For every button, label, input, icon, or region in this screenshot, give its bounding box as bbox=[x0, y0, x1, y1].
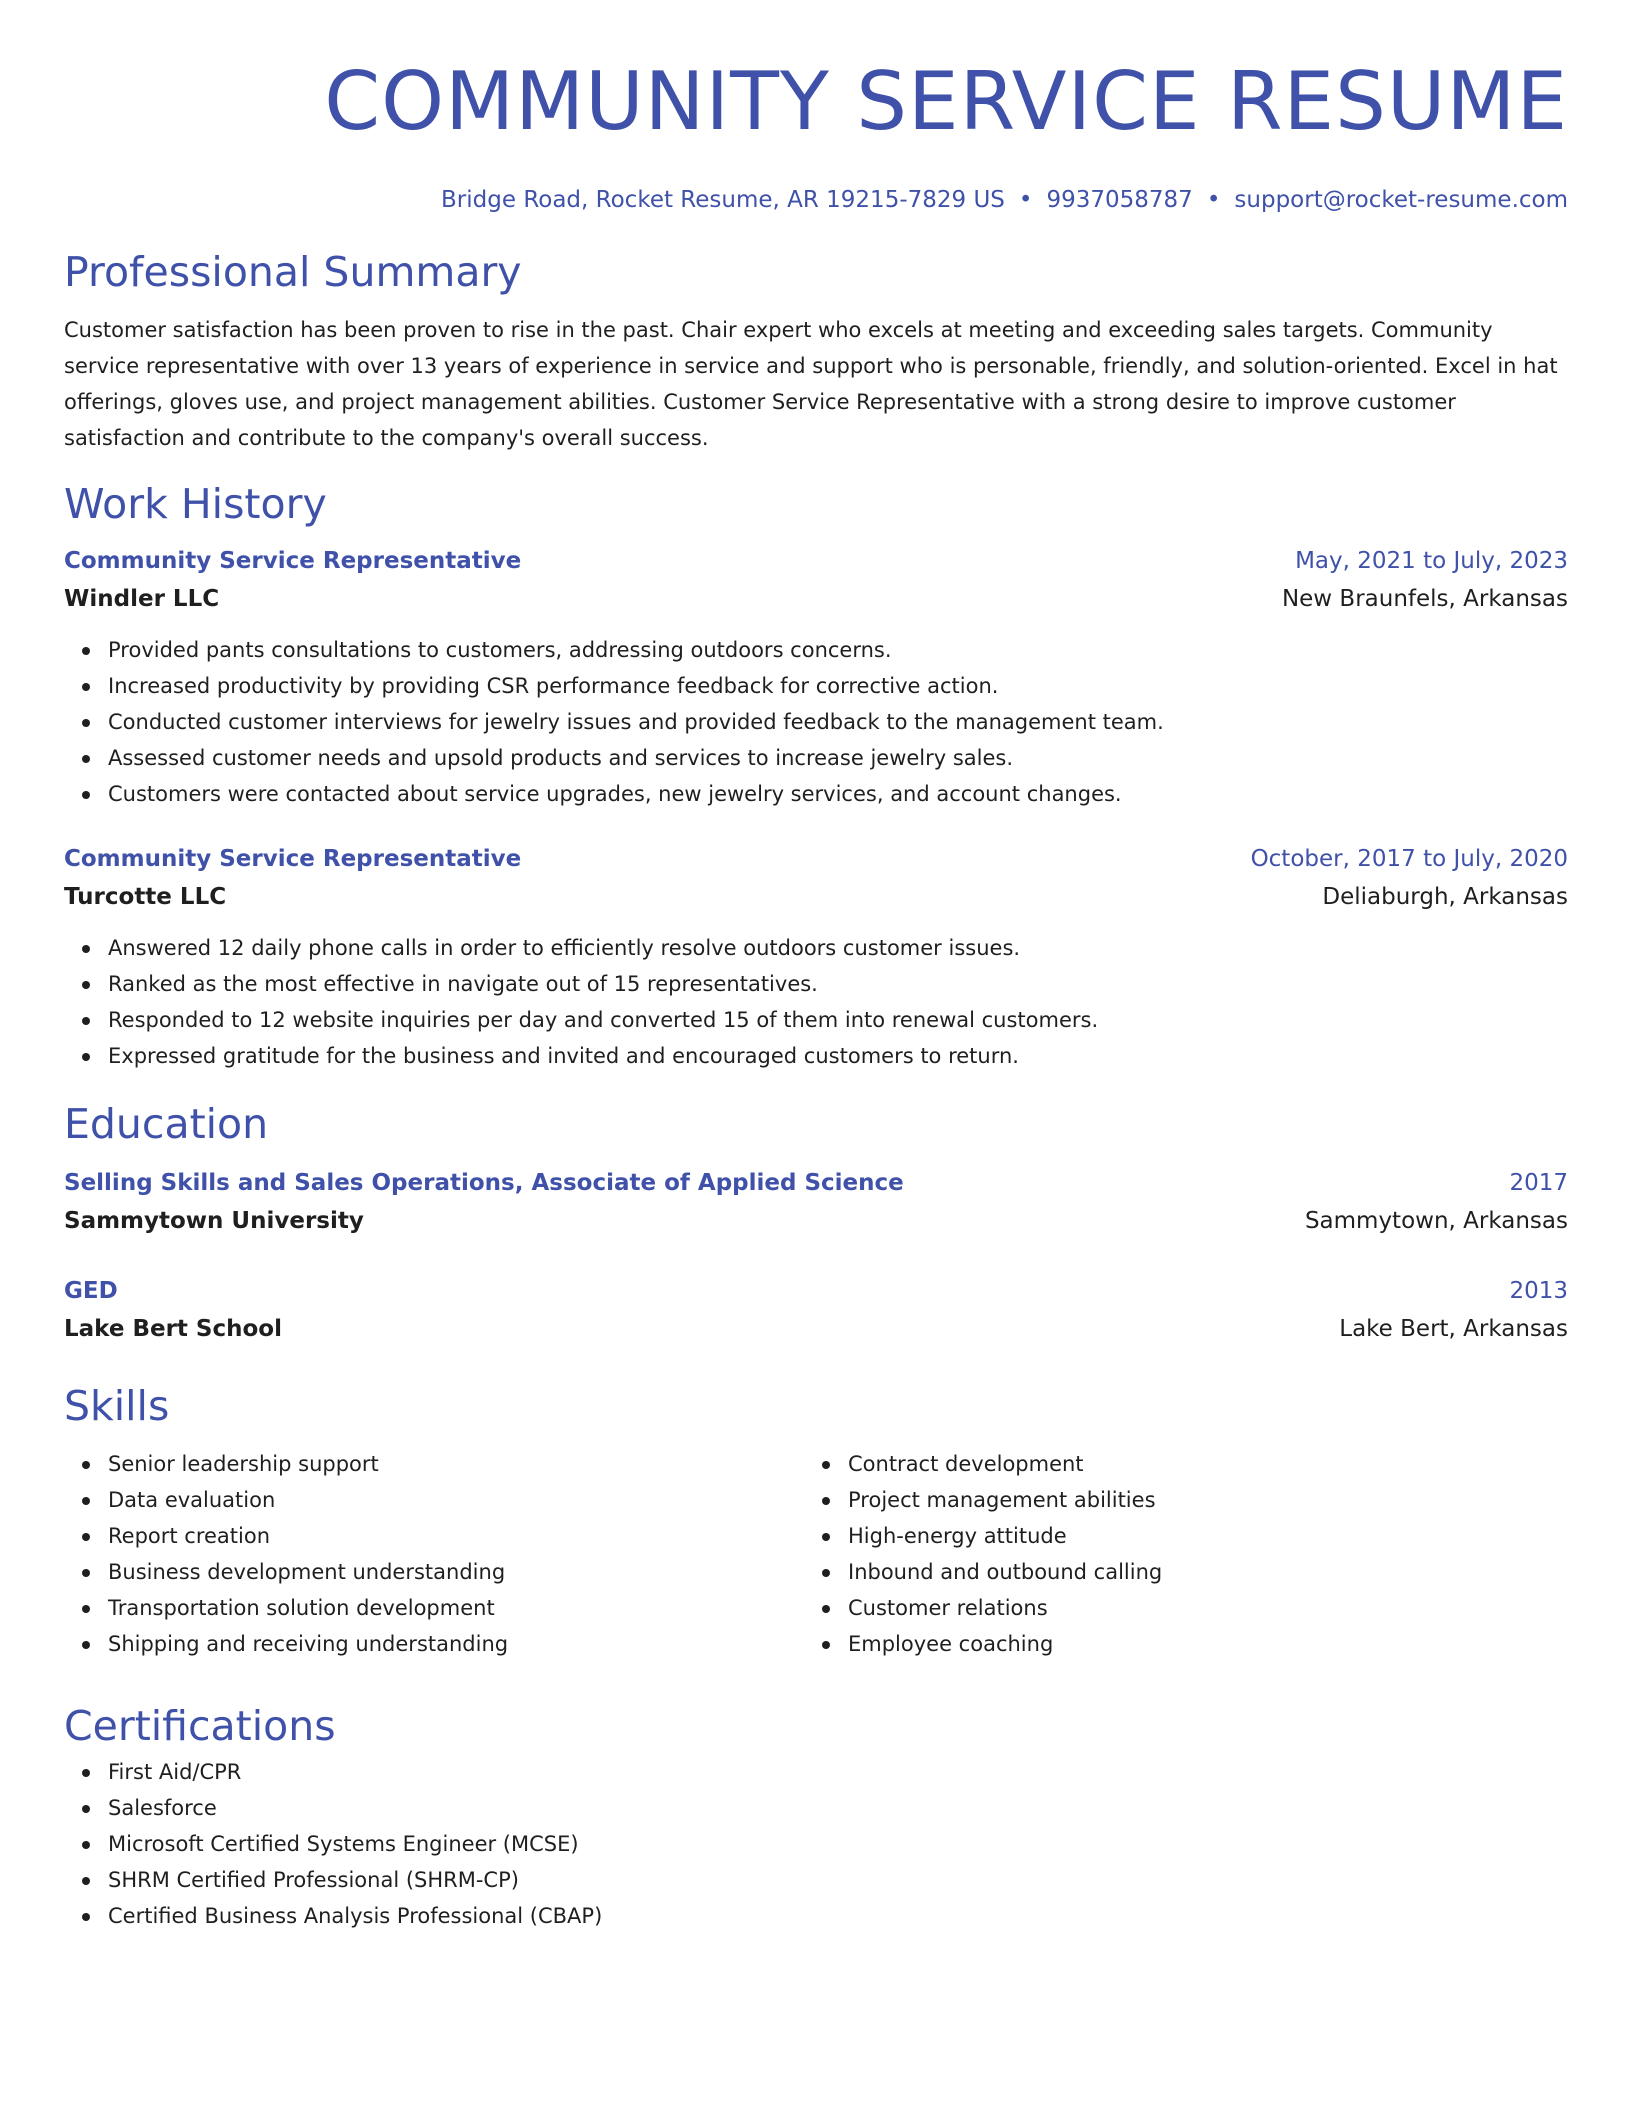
job-bullet: Increased productivity by providing CSR performance feedback for corrective action. bbox=[108, 668, 1568, 704]
summary-text: Customer satisfaction has been proven to rise in the past. Chair expert who excels at meeting and exceeding sales targets. Community service representative with over 13 years of experience in service and support who is personable, friendly, and solution-oriented. Excel in hat offerings, gloves use, and project management abilities. Customer Service Representative with a strong desire to improve customer satisfaction and contribute to the company's overall success. bbox=[64, 318, 1558, 450]
skills-heading: Skills bbox=[64, 1382, 170, 1430]
skills-columns bbox=[64, 1446, 1568, 1662]
job-company-row bbox=[64, 580, 1568, 618]
job-company: Turcotte LLC bbox=[64, 884, 227, 910]
certification-item: SHRM Certified Professional (SHRM-CP) bbox=[108, 1862, 1568, 1898]
job-role: Community Service Representative bbox=[64, 548, 522, 574]
skills-column-right bbox=[804, 1446, 1544, 1662]
contact-line bbox=[64, 184, 1568, 216]
job-location: Deliaburgh, Arkansas bbox=[1322, 884, 1568, 910]
job-bullets bbox=[64, 632, 1568, 812]
skill-item: Data evaluation bbox=[108, 1482, 804, 1518]
education-entry bbox=[64, 1164, 1568, 1240]
skill-item: Senior leadership support bbox=[108, 1446, 804, 1482]
education-header-row bbox=[64, 1272, 1568, 1310]
job-bullet: Responded to 12 website inquiries per day and converted 15 of them into renewal customers. bbox=[108, 1002, 1568, 1038]
certifications-list bbox=[64, 1754, 1568, 1934]
contact-separator: • bbox=[1018, 187, 1033, 213]
job-bullet: Conducted customer interviews for jewelry issues and provided feedback to the management team. bbox=[108, 704, 1568, 740]
job-bullet: Expressed gratitude for the business and invited and encouraged customers to return. bbox=[108, 1038, 1568, 1074]
contact-address: Bridge Road, Rocket Resume, AR 19215-7829 US bbox=[441, 187, 1005, 213]
education-degree: Selling Skills and Sales Operations, Associate of Applied Science bbox=[64, 1170, 904, 1196]
education-school: Lake Bert School bbox=[64, 1316, 282, 1342]
education-degree: GED bbox=[64, 1278, 118, 1304]
resume-title: COMMUNITY SERVICE RESUME bbox=[324, 55, 1568, 148]
certification-item: Salesforce bbox=[108, 1790, 1568, 1826]
education-heading: Education bbox=[64, 1100, 269, 1148]
skill-item: Business development understanding bbox=[108, 1554, 804, 1590]
education-location: Lake Bert, Arkansas bbox=[1339, 1316, 1568, 1342]
skill-item: Shipping and receiving understanding bbox=[108, 1626, 804, 1662]
work-history-heading: Work History bbox=[64, 480, 327, 528]
contact-phone: 9937058787 bbox=[1046, 187, 1193, 213]
job-bullets bbox=[64, 930, 1568, 1074]
job-role: Community Service Representative bbox=[64, 846, 522, 872]
summary-heading: Professional Summary bbox=[64, 248, 522, 296]
skill-item: High-energy attitude bbox=[848, 1518, 1544, 1554]
education-year: 2017 bbox=[1509, 1170, 1568, 1196]
job-dates: October, 2017 to July, 2020 bbox=[1250, 846, 1568, 872]
education-school: Sammytown University bbox=[64, 1208, 364, 1234]
skill-item: Customer relations bbox=[848, 1590, 1544, 1626]
job-bullet: Answered 12 daily phone calls in order to efficiently resolve outdoors customer issues. bbox=[108, 930, 1568, 966]
skill-item: Inbound and outbound calling bbox=[848, 1554, 1544, 1590]
skill-item: Project management abilities bbox=[848, 1482, 1544, 1518]
job-dates: May, 2021 to July, 2023 bbox=[1295, 548, 1568, 574]
job-bullet: Assessed customer needs and upsold products and services to increase jewelry sales. bbox=[108, 740, 1568, 776]
education-school-row bbox=[64, 1310, 1568, 1348]
job-header-row bbox=[64, 840, 1568, 878]
skill-item: Transportation solution development bbox=[108, 1590, 804, 1626]
education-school-row bbox=[64, 1202, 1568, 1240]
education-header-row bbox=[64, 1164, 1568, 1202]
skill-item: Report creation bbox=[108, 1518, 804, 1554]
skills-list bbox=[804, 1446, 1544, 1662]
certification-item: Microsoft Certified Systems Engineer (MCSE) bbox=[108, 1826, 1568, 1862]
skills-list bbox=[64, 1446, 804, 1662]
education-location: Sammytown, Arkansas bbox=[1304, 1208, 1568, 1234]
job-company-row bbox=[64, 878, 1568, 916]
certifications-heading: Certifications bbox=[64, 1702, 336, 1750]
job-bullet: Customers were contacted about service upgrades, new jewelry services, and account changes. bbox=[108, 776, 1568, 812]
contact-email: support@rocket-resume.com bbox=[1234, 187, 1568, 213]
skill-item: Employee coaching bbox=[848, 1626, 1544, 1662]
education-entry bbox=[64, 1272, 1568, 1348]
skills-column-left bbox=[64, 1446, 804, 1662]
contact-separator: • bbox=[1206, 187, 1221, 213]
skill-item: Contract development bbox=[848, 1446, 1544, 1482]
job-company: Windler LLC bbox=[64, 586, 220, 612]
certification-item: First Aid/CPR bbox=[108, 1754, 1568, 1790]
job-entry bbox=[64, 542, 1568, 812]
job-bullet: Provided pants consultations to customers, addressing outdoors concerns. bbox=[108, 632, 1568, 668]
job-entry bbox=[64, 840, 1568, 1074]
education-year: 2013 bbox=[1509, 1278, 1568, 1304]
job-bullet: Ranked as the most effective in navigate out of 15 representatives. bbox=[108, 966, 1568, 1002]
job-header-row bbox=[64, 542, 1568, 580]
job-location: New Braunfels, Arkansas bbox=[1281, 586, 1568, 612]
certification-item: Certified Business Analysis Professional (CBAP) bbox=[108, 1898, 1568, 1934]
